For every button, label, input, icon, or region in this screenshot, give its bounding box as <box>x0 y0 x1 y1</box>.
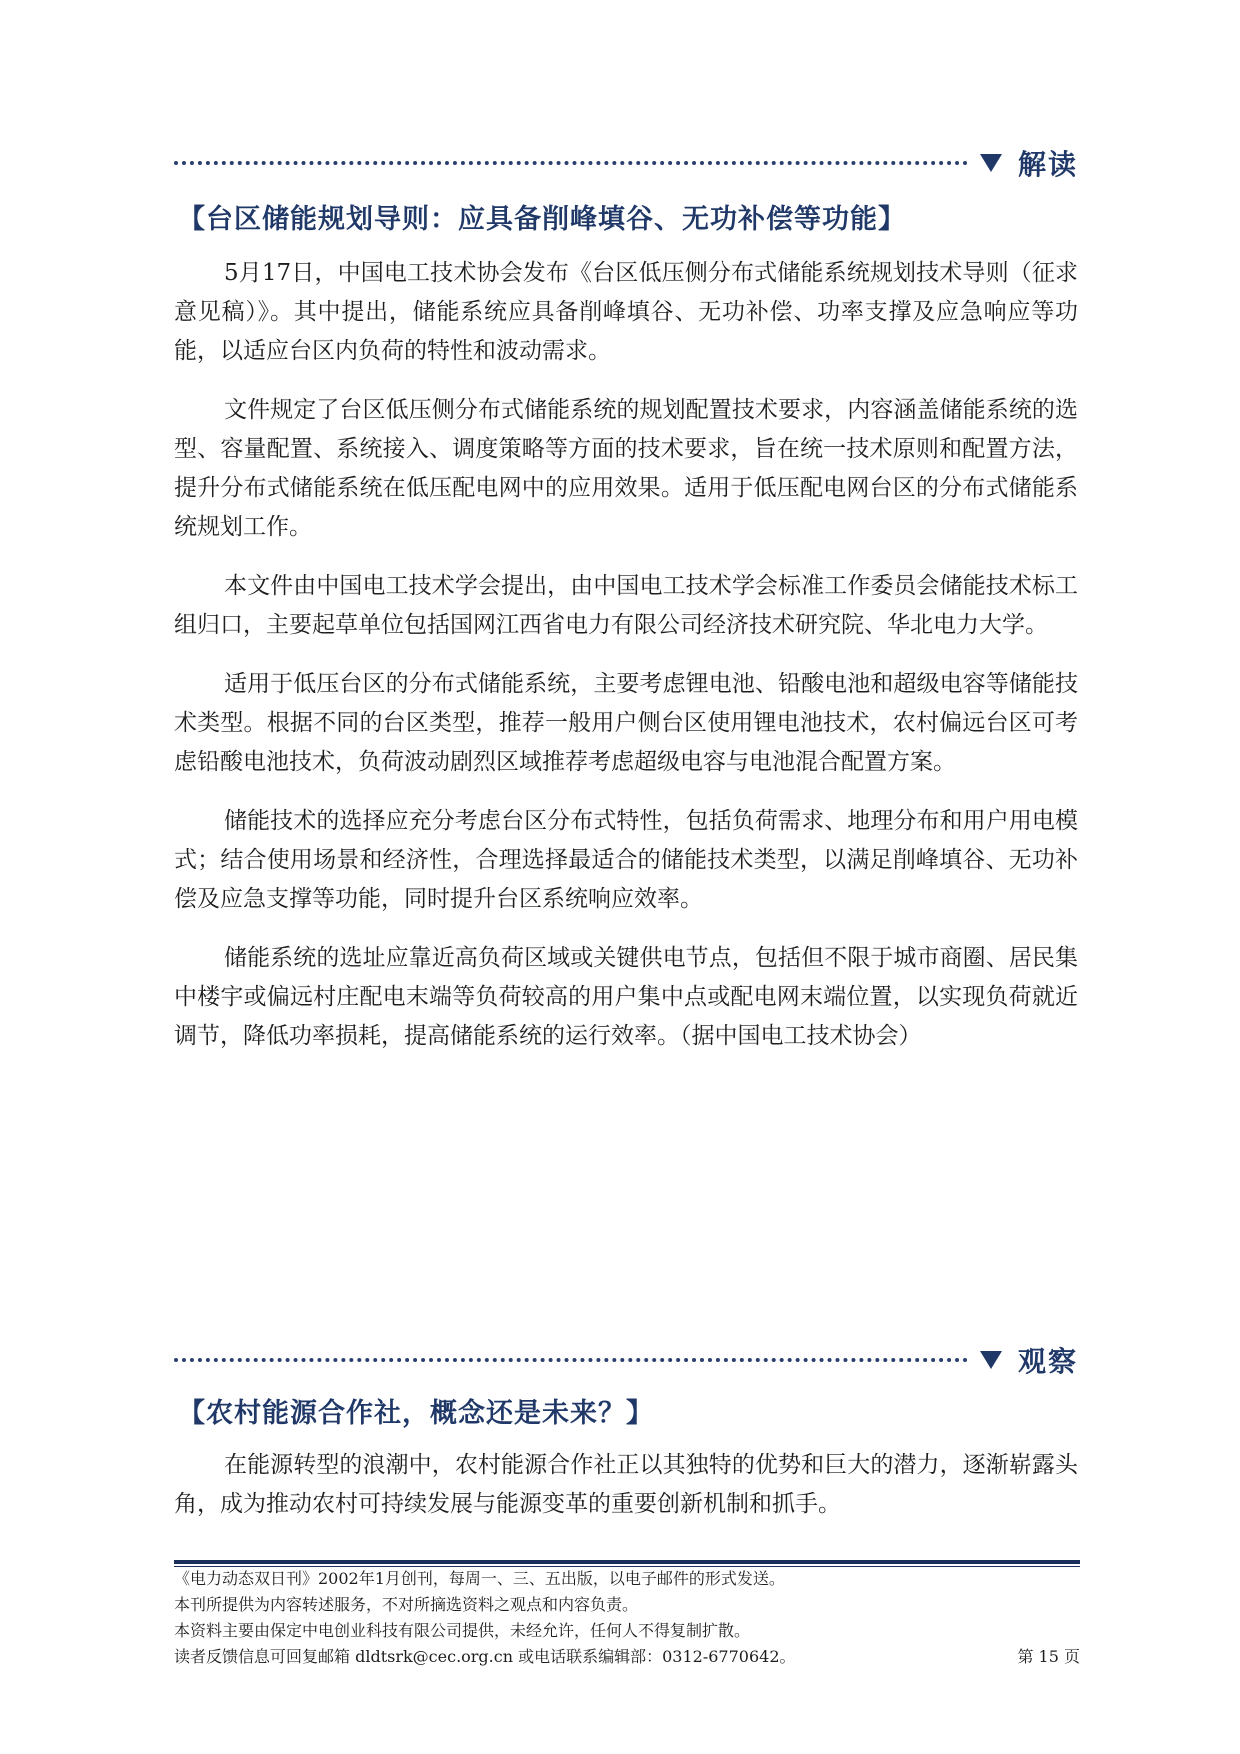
footer-line: 本资料主要由保定中电创业科技有限公司提供，未经允许，任何人不得复制扩散。 <box>174 1621 751 1640</box>
footer-last-line <box>174 1644 1080 1670</box>
dotted-divider <box>174 161 968 165</box>
footer-line: 《电力动态双日刊》2002年1月创刊，每周一、三、五出版，以电子邮件的形式发送。 <box>174 1569 785 1588</box>
paragraph: 适用于低压台区的分布式储能系统，主要考虑锂电池、铅酸电池和超级电容等储能技术类型。根据不同的台区类型，推荐一般用户侧台区使用锂电池技术，农村偏远台区可考虑铅酸电池技术，负荷波动剧烈区域推荐考虑超级电容与电池混合配置方案。 <box>174 671 1078 775</box>
article-body <box>174 1446 1078 1544</box>
page-number: 第 15 页 <box>1017 1647 1080 1666</box>
section-label: 观察 <box>1017 1345 1078 1378</box>
paragraph: 储能系统的选址应靠近高负荷区域或关键供电节点，包括但不限于城市商圈、居民集中楼宇或偏远村庄配电末端等负荷较高的用户集中点或配电网末端位置，以实现负荷就近调节，降低功率损耗，提高储能系统的运行效率。（据中国电工技术协会） <box>174 945 1078 1049</box>
article-title: 【农村能源合作社，概念还是未来？】 <box>178 1398 654 1429</box>
dotted-divider <box>174 1358 968 1362</box>
paragraph: 本文件由中国电工技术学会提出，由中国电工技术学会标准工作委员会储能技术标工组归口，主要起草单位包括国网江西省电力有限公司经济技术研究院、华北电力大学。 <box>174 573 1078 638</box>
section-header-observation <box>174 1340 1078 1380</box>
section-label: 解读 <box>1017 148 1078 181</box>
footer-line: 本刊所提供为内容转述服务，不对所摘选资料之观点和内容负责。 <box>174 1595 639 1614</box>
paragraph: 在能源转型的浪潮中，农村能源合作社正以其独特的优势和巨大的潜力，逐渐崭露头角，成为推动农村可持续发展与能源变革的重要创新机制和抓手。 <box>174 1452 1078 1517</box>
triangle-down-icon <box>980 1351 1002 1369</box>
footer-contact: 读者反馈信息可回复邮箱 dldtsrk@cec.org.cn 或电话联系编辑部：0312-6770642。 <box>174 1647 796 1666</box>
triangle-down-icon <box>980 154 1002 172</box>
article-body <box>174 254 1078 1076</box>
paragraph: 文件规定了台区低压侧分布式储能系统的规划配置技术要求，内容涵盖储能系统的选型、容量配置、系统接入、调度策略等方面的技术要求，旨在统一技术原则和配置方法，提升分布式储能系统在低压配电网中的应用效果。适用于低压配电网台区的分布式储能系统规划工作。 <box>174 397 1078 540</box>
paragraph: 5月17日，中国电工技术协会发布《台区低压侧分布式储能系统规划技术导则（征求意见稿）》。其中提出，储能系统应具备削峰填谷、无功补偿、功率支撑及应急响应等功能，以适应台区内负荷的特性和波动需求。 <box>174 260 1078 364</box>
paragraph: 储能技术的选择应充分考虑台区分布式特性，包括负荷需求、地理分布和用户用电模式；结合使用场景和经济性，合理选择最适合的储能技术类型，以满足削峰填谷、无功补偿及应急支撑等功能，同时提升台区系统响应效率。 <box>174 808 1078 912</box>
section-header-interpretation <box>174 143 1078 183</box>
footer <box>174 1566 1080 1670</box>
article-title: 【台区储能规划导则：应具备削峰填谷、无功补偿等功能】 <box>178 204 906 235</box>
